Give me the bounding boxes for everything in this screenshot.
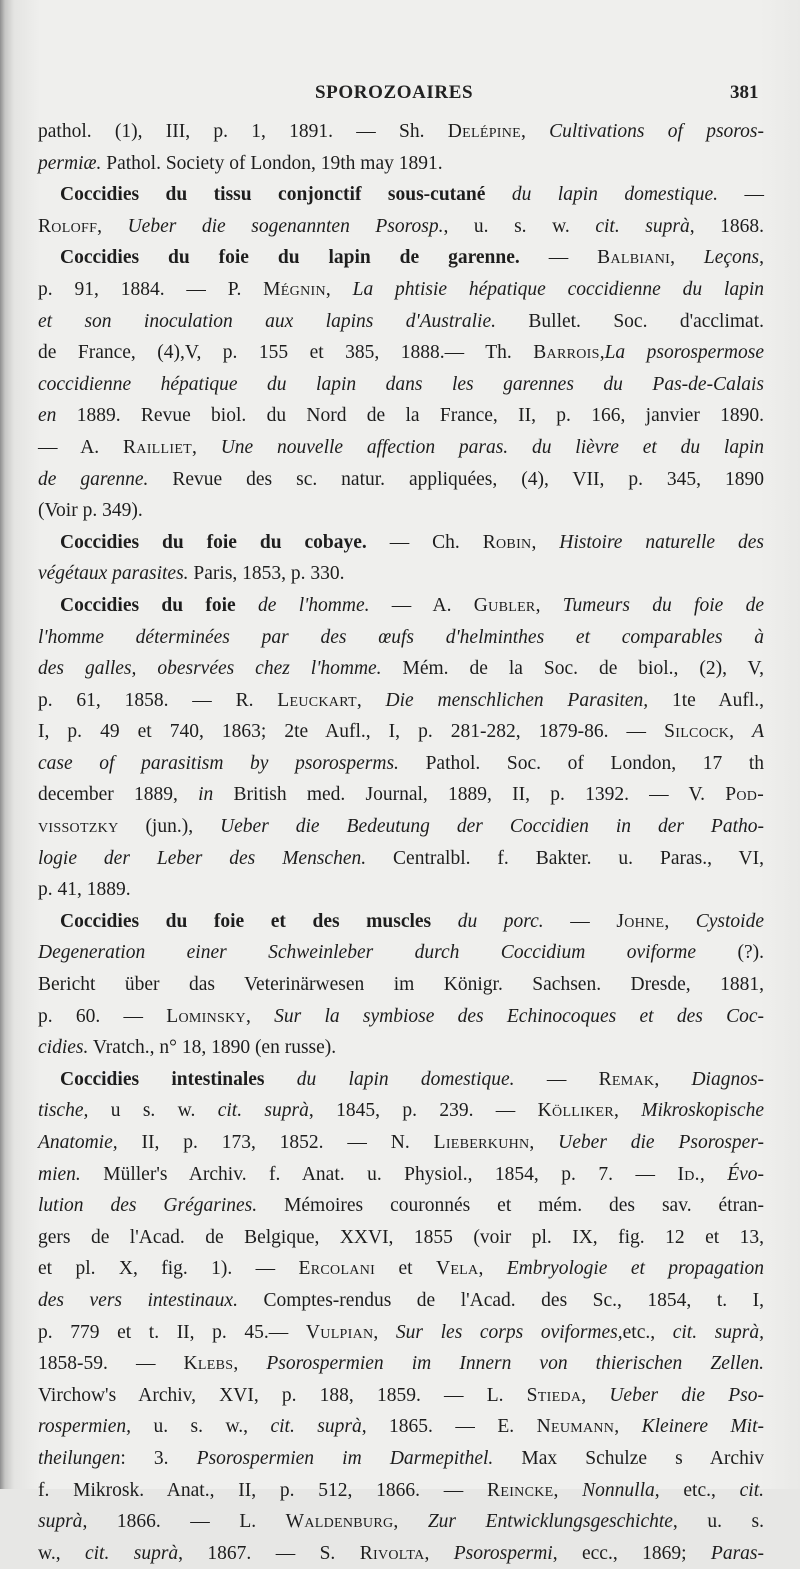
text-line — [38, 369, 764, 401]
text-span: , — [478, 1258, 507, 1280]
text-line — [38, 211, 764, 243]
text-span: pathol. (1), III, p. 1, 1891. — Sh. — [38, 121, 448, 142]
italic-text: La phtisie hépatique coccidienne du lapin — [352, 278, 765, 300]
text-line — [38, 1411, 764, 1443]
text-line — [38, 1475, 764, 1507]
text-span: , — [553, 1479, 583, 1501]
italic-text: suprà — [38, 1511, 83, 1533]
text-span — [265, 1069, 297, 1090]
text-span: , u. s. w. — [443, 215, 596, 237]
text-span: — — [519, 247, 598, 269]
text-span: , — [521, 121, 550, 142]
author-name: Mégnin — [263, 278, 326, 300]
text-line — [38, 1380, 764, 1412]
italic-text: Sur les corps oviformes, — [395, 1321, 623, 1343]
text-line — [38, 432, 764, 464]
italic-text: cit. suprà — [84, 1542, 179, 1564]
text-span: et — [375, 1258, 436, 1280]
text-span: , etc., — [654, 1479, 740, 1501]
text-span: Mém. de la Soc. de biol., (2), V, — [381, 658, 764, 680]
italic-text: Kleinere Mit- — [641, 1416, 765, 1438]
text-line — [38, 1064, 764, 1096]
section-heading: Coccidies du tissu conjonctif sous-cutané — [60, 184, 486, 206]
text-span: , — [356, 689, 386, 711]
italic-text: mien. — [38, 1163, 81, 1185]
author-name: Silcock — [664, 721, 730, 743]
author-name: Delépine — [447, 121, 522, 142]
text-line — [38, 1317, 764, 1349]
italic-text: des vers intestinaux. — [38, 1289, 238, 1311]
italic-text: Ueber die sogenannten Psorosp. — [127, 215, 444, 237]
text-span: p. 61, 1858. — R. — [38, 689, 278, 711]
author-name: Klebs — [183, 1353, 234, 1375]
text-line — [38, 716, 764, 748]
text-span: 1te Aufl., — [648, 689, 764, 711]
text-span: p. 41, 1889. — [38, 879, 131, 901]
italic-text: cit. suprà — [595, 215, 690, 237]
text-span: f. Mikrosk. Anat., II, p. 512, 1866. — — [38, 1479, 488, 1501]
italic-text: Ueber die Pso- — [609, 1384, 764, 1406]
italic-text: l'homme déterminées par des œufs d'helminthes et comparables à — [38, 626, 764, 648]
italic-text: de l'homme. — [258, 594, 370, 616]
italic-text: végétaux parasites. — [38, 563, 189, 585]
italic-text: in — [198, 784, 214, 806]
text-line — [38, 1285, 764, 1317]
italic-text: Ueber die Psorosper- — [558, 1132, 765, 1153]
italic-text: Embryologie et propagation — [506, 1258, 764, 1280]
text-span: , 1867. — S. — [178, 1542, 360, 1564]
italic-text: Nonnulla — [582, 1479, 655, 1501]
text-span: , — [233, 1353, 267, 1375]
text-span: — Ch. — [366, 531, 483, 553]
text-span: 1889. Revue biol. du Nord de la France, II, p. 166, janvier 1890. — [56, 405, 764, 427]
text-span: 1858-59. — — [38, 1353, 184, 1375]
text-span: — A. — [38, 436, 123, 458]
author-name: Leuckart — [277, 689, 357, 711]
author-name: Lieberkuhn — [433, 1132, 530, 1153]
text-span: , — [245, 1005, 275, 1027]
section-heading: Coccidies du foie du lapin de garenne. — [60, 247, 520, 269]
italic-text: cit. suprà — [270, 1416, 362, 1438]
text-span: , — [614, 1416, 642, 1438]
text-span: , — [97, 215, 128, 237]
author-name: Kölliker — [537, 1100, 615, 1122]
text-line — [38, 685, 764, 717]
italic-text: Anatomie, — [38, 1132, 118, 1153]
text-span: december 1889, — [38, 784, 199, 806]
italic-text: Die menschlichen Parasiten, — [385, 689, 649, 711]
italic-text: des galles, obesrvées chez l'homme. — [38, 658, 382, 680]
text-span: et pl. X, fig. 1). — — [38, 1258, 299, 1280]
author-name: Johne — [616, 910, 665, 932]
text-span: Vratch., n° 18, 1890 (en russe). — [88, 1037, 337, 1059]
italic-text: La psorospermose — [604, 342, 764, 364]
text-span: Bericht über das Veterinärwesen im Königr. Sachsen. Dresde, 1881, — [38, 974, 764, 996]
italic-text: cit. suprà — [217, 1100, 309, 1122]
author-name: vissotzky — [38, 816, 119, 838]
text-line — [38, 1222, 764, 1254]
italic-text: du porc. — [457, 910, 544, 932]
text-span: — — [543, 910, 617, 932]
text-span: etc., — [622, 1321, 673, 1343]
author-name: Id. — [677, 1163, 700, 1185]
text-span: Pathol. Soc. of London, 17 th — [398, 752, 764, 774]
italic-text: lution des Grégarines. — [38, 1195, 258, 1217]
italic-text: Psorospermien im Darmepithel. — [196, 1447, 494, 1469]
text-line — [38, 1190, 764, 1222]
text-span: Max Schulze s Archiv — [493, 1447, 764, 1469]
page-number: 381 — [730, 82, 759, 103]
text-span: Mémoires couronnés et mém. des sav. étran- — [257, 1195, 764, 1217]
text-span: , — [581, 1384, 610, 1406]
text-line — [38, 937, 764, 969]
text-span: (Voir p. 349). — [38, 500, 143, 522]
text-span: u s. w. — [88, 1100, 218, 1122]
text-span: (jun.), — [118, 816, 221, 838]
section-heading: Coccidies du foie — [60, 594, 236, 616]
italic-text: rospermien, — [38, 1416, 131, 1438]
text-span: Bullet. Soc. d'acclimat. — [496, 310, 764, 332]
text-span: , — [699, 1163, 728, 1185]
italic-text: Degeneration einer Schweinleber durch Coccidium oviforme — [38, 942, 697, 964]
text-line — [38, 148, 764, 180]
text-span: , — [599, 342, 605, 364]
text-span: I, p. 49 et 740, 1863; 2te Aufl., I, p. 281-282, 1879-86. — — [38, 721, 665, 743]
italic-text: Sur la symbiose des Echinocoques et des Coc- — [274, 1005, 765, 1027]
italic-text: du lapin domestique. — [511, 184, 719, 206]
text-span: gers de l'Acad. de Belgique, XXVI, 1855 (voir pl. IX, fig. 12 et 13, — [38, 1226, 764, 1248]
author-name: Reincke — [487, 1479, 554, 1501]
author-name: Gubler — [473, 594, 536, 616]
text-span: , — [531, 531, 560, 553]
italic-text: theilungen — [38, 1447, 121, 1469]
text-line — [38, 1348, 764, 1380]
body-text — [38, 116, 764, 1569]
text-span: , — [325, 278, 353, 300]
author-name: Remak — [598, 1068, 655, 1090]
author-name: Balbiani — [597, 247, 671, 269]
text-line — [38, 590, 764, 622]
text-span: — — [514, 1068, 599, 1090]
text-span: Virchow's Archiv, XVI, p. 188, 1859. — L. — [38, 1384, 527, 1406]
text-span: Pathol. Society of London, 19th may 1891. — [101, 152, 443, 174]
text-span: Comptes-rendus de l'Acad. des Sc., 1854, t. I, — [237, 1289, 764, 1311]
italic-text: du lapin domestique. — [296, 1068, 515, 1090]
text-span — [236, 595, 258, 616]
italic-text: case of parasitism by psorosperms. — [38, 752, 399, 774]
text-line — [38, 495, 764, 527]
text-span: : 3. — [120, 1447, 197, 1469]
italic-text: Histoire naturelle des — [559, 531, 764, 553]
author-name: Ercolani — [298, 1258, 376, 1280]
italic-text: cidies. — [38, 1037, 89, 1059]
italic-text: Leçons — [703, 247, 760, 269]
text-span: , — [729, 721, 753, 743]
text-line — [38, 969, 764, 1001]
running-title: SPOROZOAIRES — [315, 82, 474, 103]
text-span: British med. Journal, 1889, II, p. 1392. — V. — [213, 784, 726, 806]
italic-text: Tumeurs du foie de — [562, 594, 765, 616]
italic-text: cit. suprà, — [672, 1321, 764, 1343]
text-span: (?). — [696, 942, 764, 964]
author-name: Barrois — [533, 342, 600, 364]
text-span: , — [759, 247, 765, 269]
italic-text: Une nouvelle affection paras. du lièvre et du lapin — [220, 436, 764, 458]
text-line — [38, 779, 764, 811]
text-span: de France, (4),V, p. 155 et 385, 1888.— Th. — [38, 342, 534, 364]
author-name: Vulpian — [305, 1321, 374, 1343]
text-span: , — [664, 910, 696, 932]
section-heading: Coccidies intestinales — [60, 1068, 265, 1090]
text-span: Müller's Archiv. f. Anat. u. Physiol., 1854, p. 7. — — [80, 1163, 678, 1185]
italic-text: permiæ. — [38, 152, 102, 174]
text-line — [38, 179, 764, 211]
text-span: , 1845, p. 239. — — [308, 1100, 538, 1122]
text-line — [38, 1506, 764, 1538]
italic-text: Psorospermi — [453, 1542, 553, 1564]
text-line — [38, 1159, 764, 1191]
text-line — [38, 906, 764, 938]
author-name: Rivolta — [359, 1542, 425, 1564]
section-heading: Coccidies du foie et des muscles — [60, 910, 432, 932]
text-line — [38, 1127, 764, 1159]
text-line — [38, 1443, 764, 1475]
italic-text: Psorospermien im Innern von thierischen Zellen. — [266, 1353, 765, 1375]
italic-text: de garenne. — [38, 468, 149, 490]
text-span: Centralbl. f. Bakter. u. Paras., VI, — [366, 847, 764, 869]
italic-text: Zur Entwicklungsgeschichte — [427, 1511, 673, 1533]
author-name: Railliet — [122, 436, 193, 458]
text-span: II, p. 173, 1852. — N. — [117, 1132, 434, 1153]
text-span: p. 60. — — [38, 1005, 167, 1027]
text-span: , ecc., 1869; — [552, 1542, 711, 1564]
italic-text: logie der Leber des Menschen. — [38, 847, 367, 869]
text-line — [38, 242, 764, 274]
text-span: , — [670, 247, 704, 269]
author-name: Vela — [435, 1258, 479, 1280]
text-line — [38, 748, 764, 780]
text-line — [38, 1095, 764, 1127]
author-name: Robin — [482, 531, 532, 553]
text-span: p. 779 et t. II, p. 45.— — [38, 1321, 306, 1343]
text-span: w., — [38, 1542, 85, 1564]
text-line — [38, 464, 764, 496]
italic-text: Cultivations of psoros- — [549, 121, 764, 142]
section-heading: Coccidies du foie du cobaye. — [60, 531, 367, 553]
italic-text: Cystoide — [695, 910, 765, 932]
text-line — [38, 874, 764, 906]
text-line — [38, 527, 764, 559]
text-span: u. s. w., — [130, 1416, 271, 1438]
text-span: , u. s. — [672, 1511, 764, 1533]
author-name: Neumann — [536, 1416, 615, 1438]
text-span: , — [373, 1321, 396, 1343]
italic-text: Paras- — [710, 1542, 764, 1564]
italic-text: tische, — [38, 1100, 89, 1122]
text-line — [38, 116, 764, 148]
text-line — [38, 811, 764, 843]
author-name: Stieda — [526, 1384, 582, 1406]
text-line — [38, 1538, 764, 1569]
text-span: , 1865. — E. — [361, 1416, 537, 1438]
text-span: , 1868. — [689, 215, 765, 237]
text-line — [38, 558, 764, 590]
italic-text: en — [38, 405, 57, 427]
text-line — [38, 843, 764, 875]
text-span: , — [535, 594, 563, 616]
text-line — [38, 1032, 764, 1064]
text-line — [38, 274, 764, 306]
text-span: , — [614, 1100, 642, 1122]
text-line — [38, 337, 764, 369]
text-line — [38, 1253, 764, 1285]
text-span: , — [393, 1511, 428, 1533]
text-line — [38, 622, 764, 654]
italic-text: Diagnos- — [691, 1068, 765, 1090]
italic-text: cit. — [739, 1479, 764, 1501]
text-line — [38, 1001, 764, 1033]
italic-text: coccidienne hépatique du lapin dans les garennes du Pas-de-Calais — [38, 373, 764, 395]
text-span: Paris, 1853, p. 330. — [188, 563, 345, 585]
text-line — [38, 400, 764, 432]
text-span: Revue des sc. natur. appliquées, (4), VII, p. 345, 1890 — [148, 468, 764, 490]
text-span: — — [718, 184, 764, 206]
text-span: p. 91, 1884. — P. — [38, 278, 264, 300]
text-span: — A. — [369, 594, 474, 616]
page-header — [0, 82, 800, 108]
text-span: , — [654, 1068, 692, 1090]
italic-text: A — [752, 721, 764, 743]
author-name: Roloff — [38, 215, 98, 237]
text-span: , — [424, 1542, 454, 1564]
author-name: Pod- — [725, 784, 764, 806]
italic-text: Ueber die Bedeutung der Coccidien in der Patho- — [220, 816, 764, 838]
italic-text: Mikroskopische — [641, 1100, 764, 1122]
text-span: , 1866. — L. — [82, 1511, 286, 1533]
text-span — [485, 184, 511, 205]
text-span: , — [529, 1132, 559, 1153]
text-span: , — [192, 436, 221, 458]
author-name: Lominsky — [166, 1005, 246, 1027]
text-line — [38, 653, 764, 685]
italic-text: Évo- — [727, 1163, 765, 1185]
author-name: Waldenburg — [285, 1511, 394, 1533]
text-span — [431, 911, 458, 932]
italic-text: et son inoculation aux lapins d'Australie. — [38, 310, 497, 332]
text-line — [38, 306, 764, 338]
